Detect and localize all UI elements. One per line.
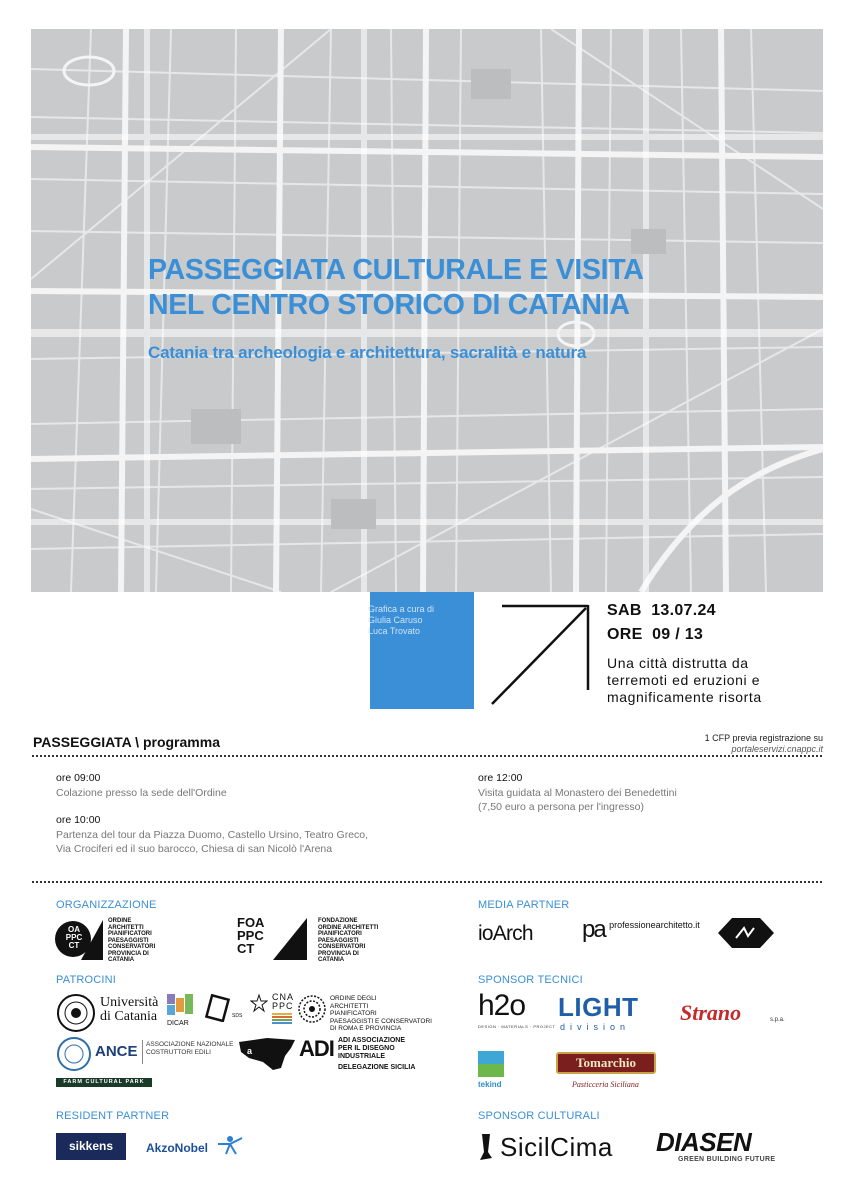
- ioarch-logo: ioArch: [478, 922, 533, 945]
- unict-name: [100, 996, 158, 1024]
- tagline-line: magnificamente risorta: [607, 689, 762, 705]
- ance-logo: ANCE: [95, 1043, 138, 1060]
- tekind-logo: tekind: [478, 1080, 502, 1089]
- logo-line: INDUSTRIALE: [338, 1053, 386, 1060]
- sicilcima-mark-icon: [478, 1132, 494, 1162]
- program-desc-line: (7,50 euro a persona per l'ingresso): [478, 801, 645, 813]
- logo-line: FONDAZIONE: [318, 918, 358, 924]
- sds-mark-icon: [205, 994, 231, 1022]
- logo-line: ARCHITETTI: [330, 1002, 369, 1010]
- logo-line: ORDINE: [108, 918, 132, 924]
- section-sponsor-culturali: SPONSOR CULTURALI: [478, 1110, 600, 1122]
- program-desc-line: Visita guidata al Monastero dei Benedettini: [478, 787, 677, 799]
- program-title: PASSEGGIATA: [33, 734, 132, 750]
- roma-name: [330, 995, 432, 1033]
- sds-text: SDS: [232, 1013, 243, 1019]
- logo-line: Università: [100, 995, 159, 1010]
- event-date: [607, 602, 716, 620]
- foa-triangle-icon: [273, 918, 307, 962]
- ance-name: [146, 1041, 233, 1057]
- oappc-mark-text: [63, 926, 85, 950]
- tomarchio-logo: Tomarchio: [556, 1052, 656, 1074]
- mark-line: PPC: [65, 933, 83, 942]
- section-patrocini: PATROCINI: [56, 974, 117, 986]
- cfp-text: 1 CFP previa registrazione su: [704, 733, 823, 743]
- ingegneri-seal-icon: [56, 1036, 92, 1072]
- ance-divider: [142, 1040, 143, 1064]
- h2o-sub: DESIGN · MATERIALS · PROJECT: [478, 1024, 556, 1029]
- logo-line: PIANIFICATORI: [318, 931, 362, 937]
- logo-line: CATANIA: [108, 957, 135, 963]
- credits-line: Grafica a cura di: [368, 604, 435, 614]
- mark-line: CT: [68, 941, 80, 950]
- akzonobel-figure-icon: [216, 1134, 246, 1156]
- unict-seal-icon: [56, 993, 96, 1033]
- logo-line: PROVINCIA DI: [108, 950, 149, 957]
- strano-suffix: s.p.a.: [770, 1017, 785, 1023]
- logo-line: ORDINE DEGLI: [330, 995, 377, 1002]
- section-organizzazione: ORGANIZZAZIONE: [56, 899, 157, 911]
- mark-line: FOA: [237, 915, 265, 930]
- mark-line: PPC: [237, 928, 264, 943]
- cnappc-colors: [272, 1013, 292, 1027]
- program-time: ore 12:00: [478, 772, 523, 784]
- pa-text: professionearchitetto.it: [609, 920, 700, 930]
- program-desc: Colazione presso la sede dell'Ordine: [56, 787, 227, 799]
- cfp-note: [705, 733, 823, 755]
- cnappc-mark: [272, 993, 294, 1011]
- logo-line: ORDINE ARCHITETTI: [318, 924, 379, 931]
- logo-line: PAESAGGISTI E CONSERVATORI: [330, 1017, 432, 1025]
- credits-line: Luca Trovato: [368, 626, 421, 636]
- event-title-line-2: NEL CENTRO STORICO DI CATANIA: [148, 289, 630, 321]
- oappc-logo: [55, 916, 103, 962]
- mark-line: CT: [237, 941, 255, 956]
- logo-line: PIANIFICATORI: [330, 1010, 377, 1017]
- svg-text:a: a: [247, 1046, 253, 1056]
- tekind-mark: [478, 1051, 504, 1077]
- program-separator: \: [135, 734, 140, 750]
- program-item: [56, 814, 368, 856]
- program-time: ore 09:00: [56, 772, 101, 784]
- mark-line: PPC: [272, 1001, 294, 1011]
- arrow-up-right-icon: [488, 598, 600, 708]
- time-label: ORE: [607, 626, 643, 643]
- event-subtitle: Catania tra archeologia e architettura, sacralità e natura: [148, 343, 587, 362]
- program-desc-line: Via Crociferi ed il suo barocco, Chiesa di san Nicolò l'Arena: [56, 843, 333, 855]
- diasen-logo: DIASEN: [656, 1127, 752, 1157]
- date-label: SAB: [607, 602, 642, 619]
- foa-name: [318, 918, 378, 964]
- light-sub: division: [560, 1022, 631, 1032]
- section-resident-partner: RESIDENT PARTNER: [56, 1110, 170, 1122]
- farm-cultural-park-logo: FARM CULTURAL PARK: [56, 1078, 152, 1087]
- logo-line: CATANIA: [318, 957, 345, 963]
- time-value: 09 / 13: [652, 626, 704, 643]
- program-subtitle: programma: [142, 734, 220, 750]
- adi-delegation: DELEGAZIONE SICILIA: [338, 1064, 416, 1071]
- pa-mark: pa: [582, 916, 605, 943]
- adi-name: [338, 1037, 405, 1061]
- logo-line: PIANIFICATORI: [108, 931, 152, 937]
- program-desc: [478, 786, 677, 814]
- program-item: [56, 772, 227, 800]
- media-partner-mark-icon: [718, 918, 774, 948]
- hero-map-banner: [31, 29, 823, 592]
- date-value: 13.07.24: [651, 602, 716, 619]
- dicar-text: DICAR: [167, 1020, 189, 1027]
- sicilcima-logo: SicilCima: [500, 1132, 613, 1162]
- logo-line: PAESAGGISTI: [318, 937, 359, 944]
- adi-logo: ADI: [299, 1036, 334, 1061]
- program-heading: [33, 734, 220, 750]
- logo-line: PROVINCIA DI: [318, 950, 359, 957]
- program-desc-line: Partenza del tour da Piazza Duomo, Castello Ursino, Teatro Greco,: [56, 829, 369, 841]
- logo-line: CONSERVATORI: [318, 944, 366, 950]
- logo-line: COSTRUTTORI EDILI: [146, 1049, 211, 1056]
- graphic-credits: [368, 604, 434, 637]
- dicar-logo: [167, 994, 195, 1028]
- section-media-partner: MEDIA PARTNER: [478, 899, 570, 911]
- tagline-line: terremoti ed eruzioni e: [607, 672, 761, 688]
- logo-line: di Catania: [100, 1009, 158, 1024]
- roma-rosette-icon: [297, 994, 327, 1024]
- logo-line: ARCHITETTI: [108, 924, 144, 931]
- cfp-link[interactable]: portaleservizi.cnappc.it: [731, 744, 823, 754]
- event-time: [607, 626, 703, 644]
- light-logo: LIGHT: [558, 992, 639, 1022]
- logo-line: PER IL DISEGNO: [338, 1045, 395, 1052]
- foa-mark-text: [237, 916, 264, 955]
- program-time: ore 10:00: [56, 814, 101, 826]
- professione-architetto-logo: [582, 918, 700, 942]
- logo-line: CONSERVATORI: [108, 944, 156, 950]
- tomarchio-sub: Pasticceria Siciliana: [572, 1080, 639, 1089]
- sicily-map-icon: [237, 1034, 297, 1072]
- mark-line: CNA: [272, 992, 295, 1002]
- program-desc: [56, 828, 368, 856]
- credits-line: Giulia Caruso: [368, 615, 423, 625]
- diasen-sub: GREEN BUILDING FUTURE: [678, 1156, 776, 1163]
- logo-line: ADI ASSOCIAZIONE: [338, 1037, 406, 1044]
- logo-line: DI ROMA E PROVINCIA: [330, 1025, 402, 1032]
- h2o-logo: h2o: [478, 989, 526, 1022]
- logo-line: PAESAGGISTI: [108, 937, 149, 944]
- program-item: [478, 772, 677, 814]
- strano-logo: Strano: [680, 1000, 742, 1025]
- event-tagline: [607, 655, 762, 706]
- akzonobel-logo: AkzoNobel: [146, 1141, 209, 1155]
- oappc-name: [108, 918, 155, 964]
- mark-line: OA: [68, 925, 80, 934]
- dotted-divider: [31, 881, 823, 883]
- sikkens-logo: sikkens: [56, 1133, 126, 1160]
- italy-emblem-icon: [250, 994, 268, 1014]
- logo-line: ASSOCIAZIONE NAZIONALE: [146, 1041, 234, 1048]
- section-sponsor-tecnici: SPONSOR TECNICI: [478, 974, 583, 986]
- event-title-line-1: PASSEGGIATA CULTURALE E VISITA: [148, 254, 644, 286]
- dotted-divider: [31, 755, 823, 757]
- foa-logo: [237, 916, 307, 962]
- tagline-line: Una città distrutta da: [607, 655, 749, 671]
